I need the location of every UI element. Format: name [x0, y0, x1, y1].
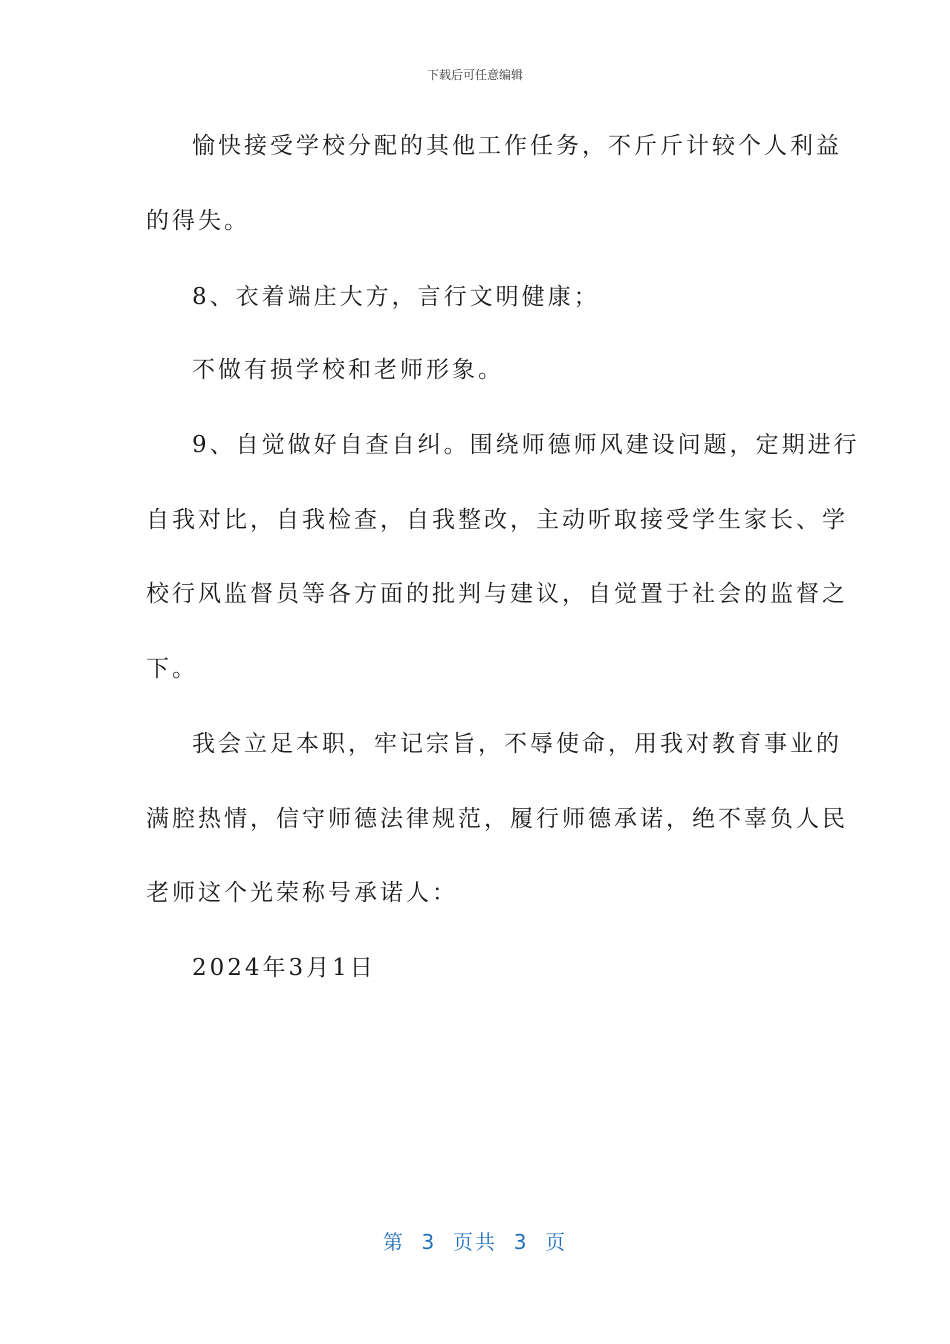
- paragraph-line: 自我对比，自我检查，自我整改，主动听取接受学生家长、学: [146, 507, 848, 533]
- page-header-note: 下载后可任意编辑: [426, 68, 523, 82]
- paragraph-line: 校行风监督员等各方面的批判与建议，自觉置于社会的监督之: [146, 581, 848, 607]
- paragraph-line: 满腔热情，信守师德法律规范，履行师德承诺，绝不辜负人民: [146, 806, 848, 832]
- paragraph-line: 不做有损学校和老师形象。: [192, 357, 504, 383]
- paragraph-line: 8、衣着端庄大方，言行文明健康；: [192, 284, 600, 310]
- paragraph-line: 我会立足本职，牢记宗旨，不辱使命，用我对教育事业的: [192, 731, 842, 757]
- page-number-footer: 第 3 页共 3 页: [382, 1230, 568, 1254]
- paragraph-line: 老师这个光荣称号承诺人：: [146, 880, 458, 906]
- paragraph-line: 的得失。: [146, 208, 250, 234]
- paragraph-line: 下。: [146, 656, 198, 682]
- paragraph-line: 9、自觉做好自查自纠。围绕师德师风建设问题，定期进行: [192, 432, 860, 458]
- paragraph-line: 愉快接受学校分配的其他工作任务，不斤斤计较个人利益: [192, 133, 842, 159]
- date-line: 2024年3月1日: [192, 955, 376, 981]
